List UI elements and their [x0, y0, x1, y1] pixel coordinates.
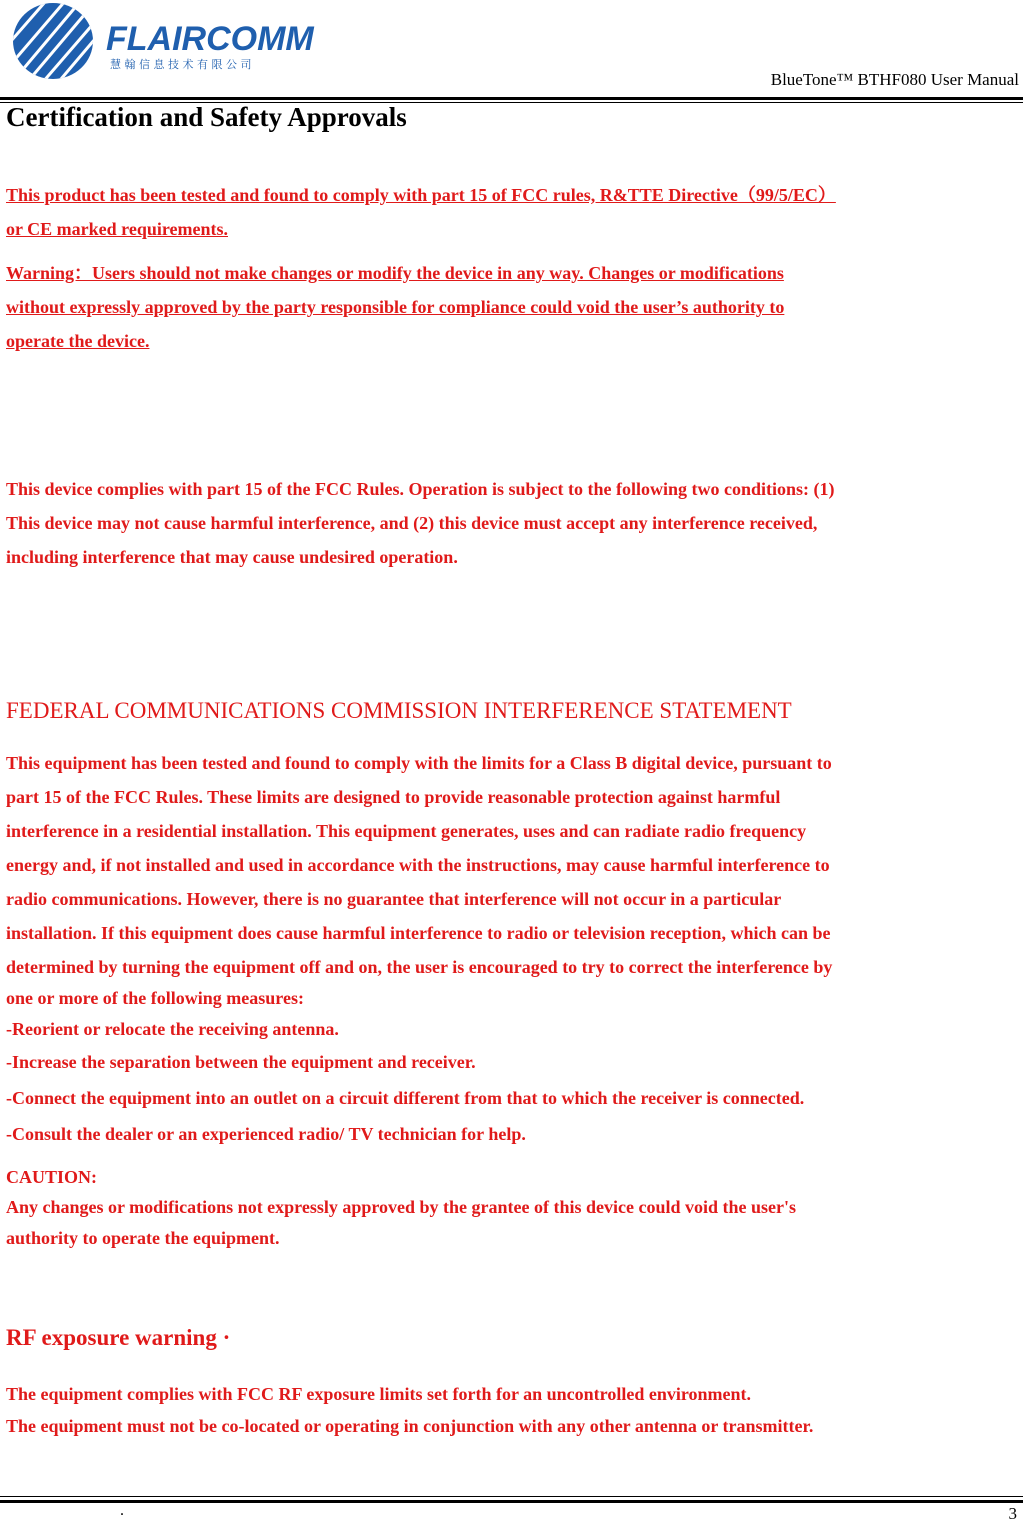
fcc-measures [6, 1044, 1018, 1152]
compliance-line-1: This product has been tested and found to comply with part 15 of FCC rules, R&TTE Directive（99/5/EC） [6, 185, 836, 205]
measure-item: -Increase the separation between the equipment and receiver. [6, 1052, 476, 1072]
caution-label: CAUTION: [6, 1167, 98, 1187]
fcc-body-line: part 15 of the FCC Rules. These limits are designed to provide reasonable protection against harmful [6, 787, 781, 807]
part15-line-1: This device complies with part 15 of the FCC Rules. Operation is subject to the following two conditions: (1) [6, 479, 835, 499]
fcc-body-line: interference in a residential installation. This equipment generates, uses and can radiate radio frequency [6, 821, 807, 841]
compliance-line-2: or CE marked requirements. [6, 219, 228, 239]
document-title: BlueTone™ BTHF080 User Manual [770, 70, 1019, 89]
caution-line-2: authority to operate the equipment. [6, 1228, 280, 1248]
rf-line-1: The equipment complies with FCC RF exposure limits set forth for an uncontrolled environment. [6, 1384, 751, 1404]
rf-exposure-body [6, 1378, 1018, 1442]
brand-subtitle: 慧 翰 信 息 技 术 有 限 公 司 [110, 58, 252, 71]
header-rule [0, 97, 1023, 100]
caution-line-1: Any changes or modifications not expressly approved by the grantee of this device could void the user's [6, 1197, 797, 1217]
fcc-body-line: -Reorient or relocate the receiving antenna. [6, 1019, 339, 1039]
fcc-heading: FEDERAL COMMUNICATIONS COMMISSION INTERFERENCE STATEMENT [6, 698, 792, 723]
footer-rule-thin [0, 1496, 1023, 1497]
warning-statement [6, 256, 1018, 358]
fcc-body-line: energy and, if not installed and used in accordance with the instructions, may cause harmful interference to [6, 855, 830, 875]
brand-name: FLAIRCOMM [106, 20, 314, 58]
fcc-body-line: determined by turning the equipment off and on, the user is encouraged to try to correct the interference by [6, 957, 833, 977]
warning-line-1: Warning：Users should not make changes or modify the device in any way. Changes or modifications [6, 263, 784, 283]
page-number: 3 [1008, 1504, 1017, 1523]
rf-line-2: The equipment must not be co-located or operating in conjunction with any other antenna or transmitter. [6, 1416, 814, 1436]
fcc-body-line: one or more of the following measures: [6, 988, 304, 1008]
company-logo [6, 0, 316, 86]
part15-statement [6, 472, 1018, 574]
footer-rule [0, 1500, 1023, 1503]
caution-block [6, 1162, 1018, 1254]
certification-heading: Certification and Safety Approvals [6, 102, 407, 132]
fcc-body [6, 746, 1018, 1046]
measure-item: -Consult the dealer or an experienced radio/ TV technician for help. [6, 1124, 526, 1144]
logo-globe-icon [6, 0, 316, 86]
fcc-body-line: installation. If this equipment does cause harmful interference to radio or television reception, which can be [6, 923, 831, 943]
rf-exposure-heading: RF exposure warning · [6, 1325, 231, 1350]
footer-mark: . [120, 1502, 124, 1519]
fcc-body-line: radio communications. However, there is no guarantee that interference will not occur in a particular [6, 889, 782, 909]
part15-line-3: including interference that may cause undesired operation. [6, 547, 458, 567]
part15-line-2: This device may not cause harmful interference, and (2) this device must accept any interference received, [6, 513, 818, 533]
warning-line-2: without expressly approved by the party responsible for compliance could void the user’s authority to [6, 297, 785, 317]
fcc-body-line: This equipment has been tested and found to comply with the limits for a Class B digital device, pursuant to [6, 753, 832, 773]
warning-line-3: operate the device. [6, 331, 150, 351]
measure-item: -Connect the equipment into an outlet on a circuit different from that to which the receiver is connected. [6, 1088, 805, 1108]
compliance-statement [6, 178, 1018, 246]
